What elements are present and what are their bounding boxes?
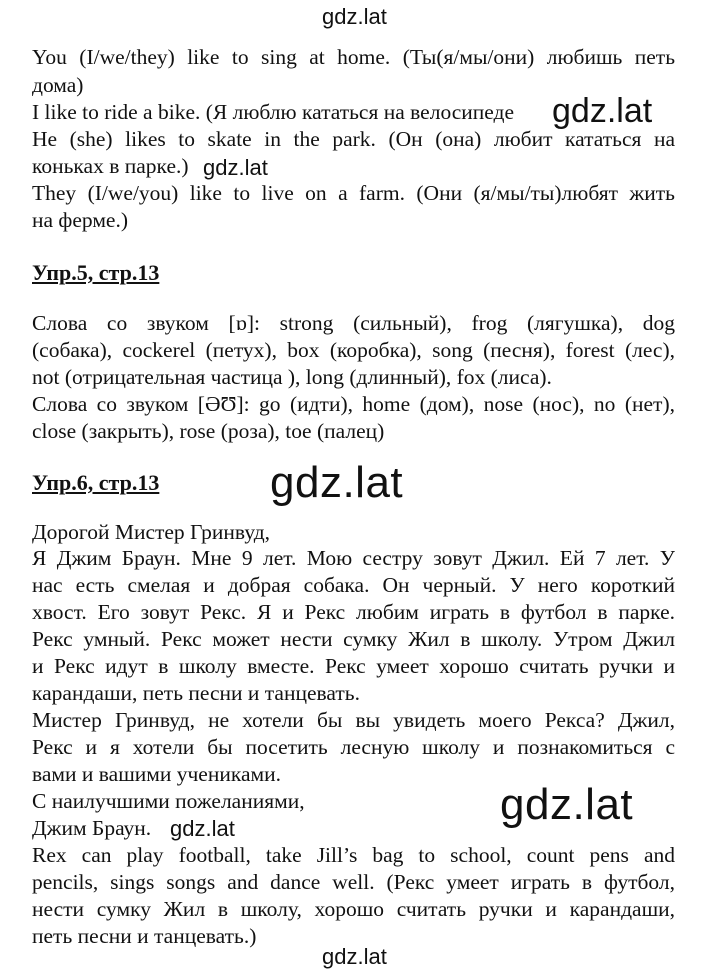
text-line: С наилучшими пожеланиями, <box>32 789 305 813</box>
text-line: нести сумку Жил в школу, хорошо считать ручки и карандаши, <box>32 897 675 921</box>
text-line: нас есть смелая и добрая собака. Он черный. У него короткий <box>32 573 675 597</box>
exercise-6-heading: Упр.6, стр.13 <box>32 470 160 495</box>
watermark-top: gdz.lat <box>322 4 387 29</box>
watermark-big: gdz.lat <box>270 458 404 507</box>
watermark-inline: gdz.lat <box>203 155 268 180</box>
text-line: коньках в парке.) <box>32 154 189 178</box>
text-line: Я Джим Браун. Мне 9 лет. Мою сестру зовут Джил. Ей 7 лет. У <box>32 546 675 570</box>
watermark-big: gdz.lat <box>500 780 634 829</box>
watermark-bottom: gdz.lat <box>322 944 387 969</box>
text-line: Рекс и я хотели бы посетить лесную школу и познакомиться с <box>32 735 675 759</box>
text-line: (собака), cockerel (петух), box (коробка), song (песня), forest (лес), <box>32 338 675 362</box>
text-line: not (отрицательная частица ), long (длинный), fox (лиса). <box>32 365 552 389</box>
text-line: I like to ride a bike. (Я люблю кататься на велосипеде <box>32 100 515 124</box>
text-line: карандаши, петь песни и танцевать. <box>32 681 360 705</box>
watermark-inline: gdz.lat <box>552 92 653 130</box>
text-line: pencils, sings songs and dance well. (Рекс умеет играть в футбол, <box>32 870 675 894</box>
text-line: Рекс умный. Рекс может нести сумку Жил в школу. Утром Джил <box>32 627 675 651</box>
text-line: Дорогой Мистер Гринвуд, <box>32 520 271 544</box>
text-line: петь песни и танцевать.) <box>32 924 257 948</box>
text-line: close (закрыть), rose (роза), toe (палец) <box>32 419 385 443</box>
text-line: Rex can play football, take Jill’s bag to school, count pens and <box>32 843 675 867</box>
text-line: Мистер Гринвуд, не хотели бы вы увидеть моего Рекса? Джил, <box>32 708 675 732</box>
text-line: You (I/we/they) like to sing at home. (Ты(я/мы/они) любишь петь <box>32 45 675 69</box>
text-line: He (she) likes to skate in the park. (Он (она) любит кататься на <box>32 127 675 151</box>
text-line: на ферме.) <box>32 208 129 232</box>
text-line: дома) <box>32 73 84 97</box>
text-line: хвост. Его зовут Рекс. Я и Рекс любим играть в футбол в парке. <box>32 600 675 624</box>
text-line: и Рекс идут в школу вместе. Рекс умеет хорошо считать ручки и <box>32 654 675 678</box>
text-line: Джим Браун. <box>32 816 152 840</box>
watermark-inline: gdz.lat <box>170 816 235 841</box>
text-line: They (I/we/you) like to live on a farm. (Они (я/мы/ты)любят жить <box>32 181 675 205</box>
text-line: Слова со звуком [ɒ]: strong (сильный), frog (лягушка), dog <box>32 311 675 335</box>
exercise-5-heading: Упр.5, стр.13 <box>32 260 160 285</box>
text-line: вами и вашими учениками. <box>32 762 282 786</box>
text-line: Слова со звуком [ƏƱ]: go (идти), home (дом), nose (нос), no (нет), <box>32 392 675 416</box>
